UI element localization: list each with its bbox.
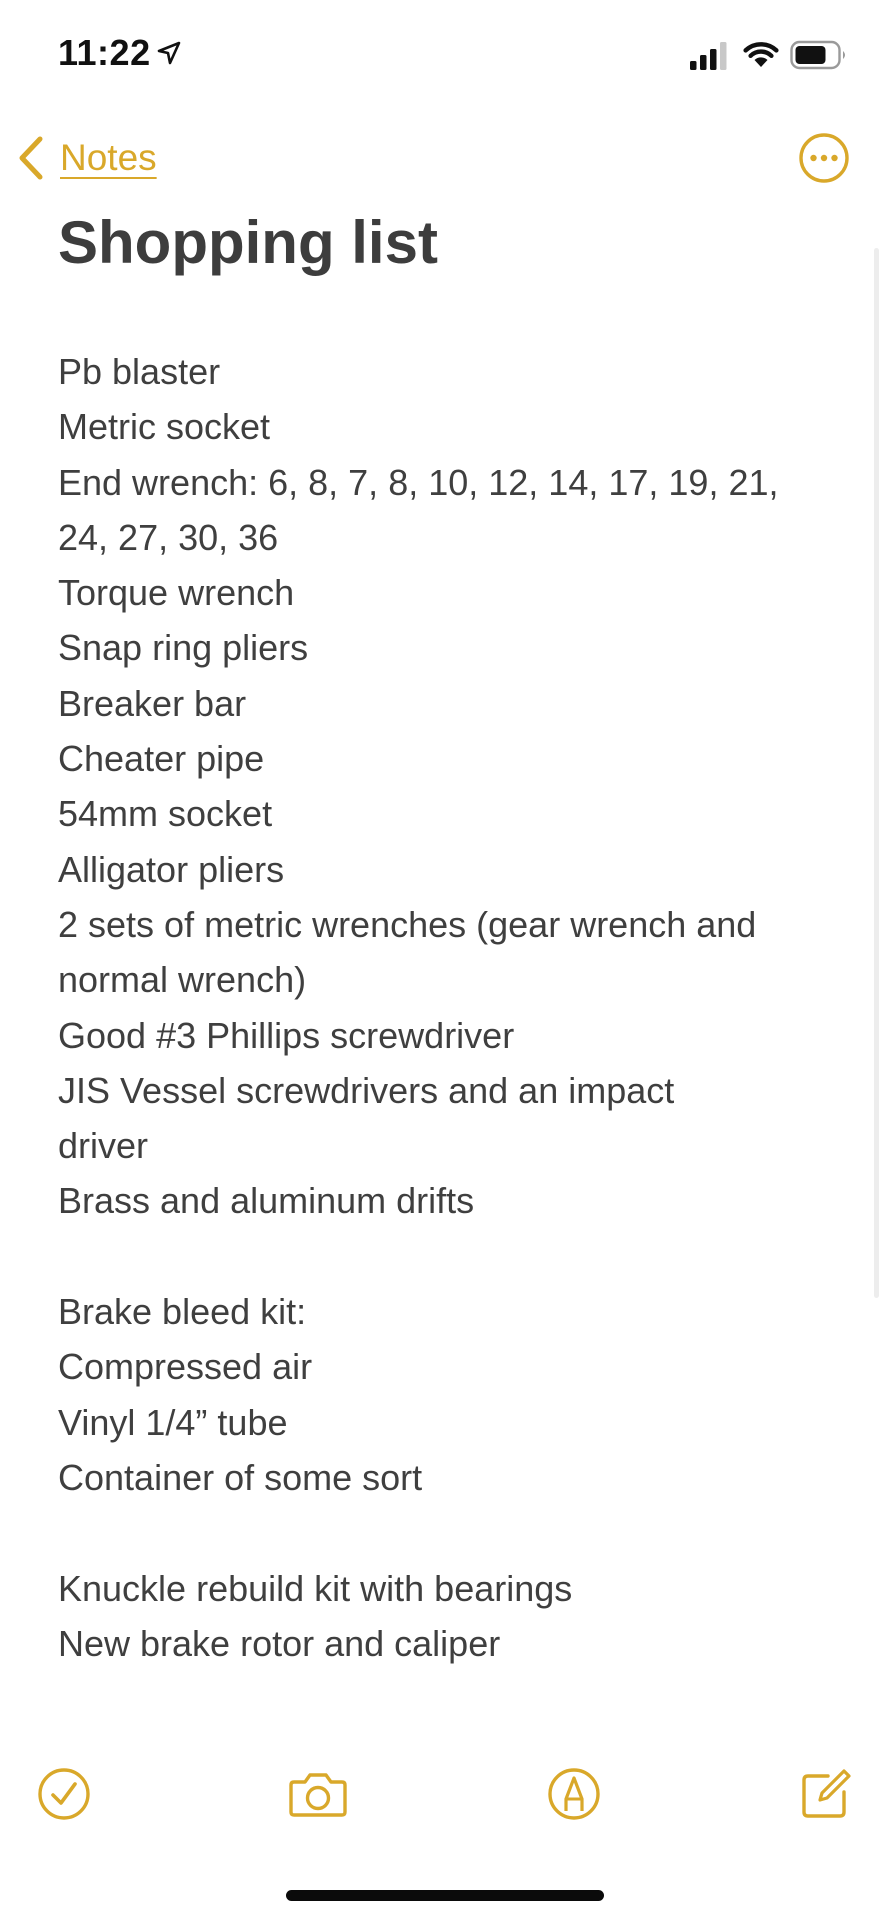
note-line-blank: [58, 1505, 848, 1560]
note-line: Cheater pipe: [58, 738, 265, 780]
note-line: normal wrench): [58, 959, 307, 1001]
status-time: 11:22: [58, 32, 151, 73]
compose-icon[interactable]: [798, 1766, 854, 1822]
note-line: Alligator pliers: [58, 848, 285, 890]
note-title[interactable]: Shopping list: [58, 209, 438, 276]
note-line: Compressed air: [58, 1346, 313, 1388]
note-line: Metric socket: [58, 406, 271, 448]
home-indicator[interactable]: [286, 1890, 604, 1901]
note-line: 24, 27, 30, 36: [58, 516, 279, 558]
note-line: Torque wrench: [58, 572, 295, 614]
chevron-left-icon: [16, 135, 46, 181]
back-button-label: Notes: [60, 137, 157, 178]
note-line: Container of some sort: [58, 1456, 423, 1498]
note-line: 54mm socket: [58, 793, 273, 835]
note-line: Knuckle rebuild kit with bearings: [58, 1567, 573, 1609]
note-line: 2 sets of metric wrenches (gear wrench and: [58, 903, 757, 945]
camera-icon[interactable]: [288, 1766, 348, 1822]
note-line: JIS Vessel screwdrivers and an impact: [58, 1069, 675, 1111]
markup-pen-icon[interactable]: [546, 1766, 602, 1822]
scroll-indicator[interactable]: [874, 248, 879, 1298]
note-line: Good #3 Phillips screwdriver: [58, 1014, 515, 1056]
wifi-icon: [742, 38, 780, 68]
note-line-blank: [58, 1229, 848, 1284]
note-line: Vinyl 1/4” tube: [58, 1401, 288, 1443]
status-bar: [0, 0, 888, 110]
battery-icon: [790, 40, 848, 70]
note-line: driver: [58, 1125, 149, 1167]
checklist-icon[interactable]: [36, 1766, 92, 1822]
cellular-signal-icon: [690, 42, 730, 70]
note-line: Brake bleed kit:: [58, 1291, 307, 1333]
note-line: Breaker bar: [58, 682, 247, 724]
note-line: Pb blaster: [58, 351, 221, 392]
ellipsis-circle-icon[interactable]: [798, 132, 850, 184]
location-arrow-icon: [156, 40, 182, 66]
note-body[interactable]: [58, 344, 848, 1671]
note-line: End wrench: 6, 8, 7, 8, 10, 12, 14, 17, 19, 21,: [58, 461, 779, 503]
back-button[interactable]: [16, 130, 157, 186]
note-line: Snap ring pliers: [58, 627, 309, 669]
note-line: New brake rotor and caliper: [58, 1622, 501, 1664]
note-line: Brass and aluminum drifts: [58, 1180, 475, 1222]
